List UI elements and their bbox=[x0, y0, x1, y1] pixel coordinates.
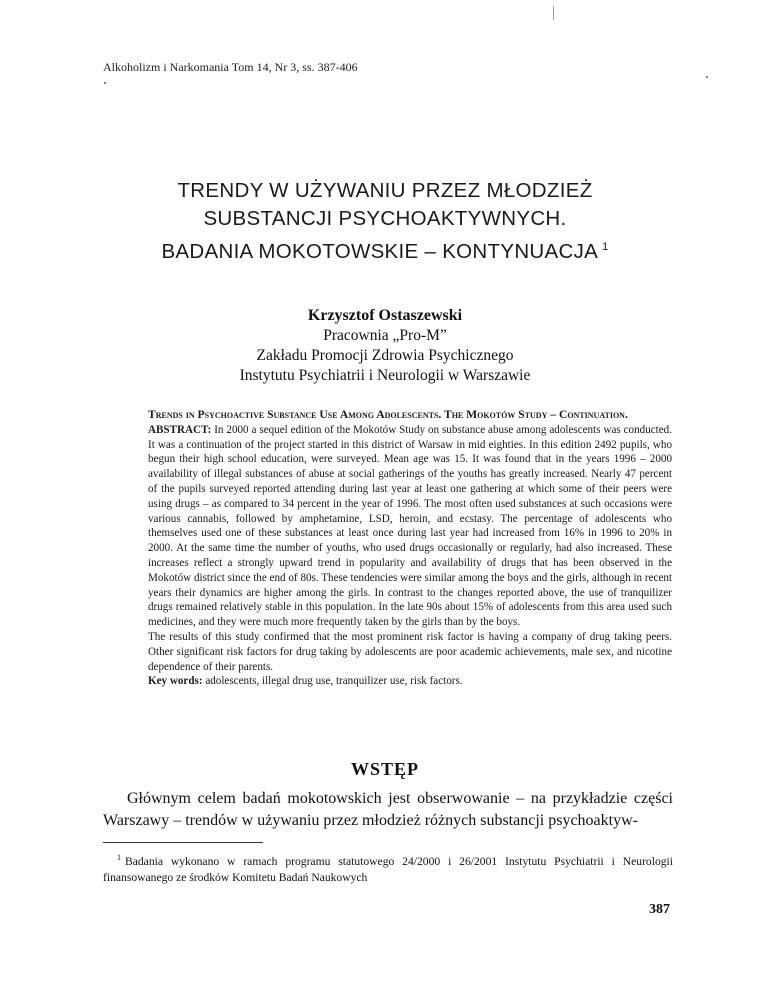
abstract-paragraph-1 bbox=[148, 423, 672, 630]
author-affiliation-1: Pracownia „Pro-M” bbox=[323, 327, 447, 344]
keywords-label: Key words: bbox=[148, 675, 203, 688]
title-line-1: TRENDY W UŻYWANIU PRZEZ MŁODZIEŻ bbox=[177, 179, 593, 202]
abstract-label: ABSTRACT: bbox=[148, 423, 212, 436]
footnote-rule bbox=[103, 842, 263, 843]
author-name: Krzysztof Ostaszewski bbox=[307, 307, 463, 324]
author-affiliation-2: Zakładu Promocji Zdrowia Psychicznego bbox=[256, 347, 514, 364]
title-footnote-mark: 1 bbox=[602, 241, 609, 253]
keywords-text: adolescents, illegal drug use, tranquilizer use, risk factors. bbox=[205, 675, 463, 688]
abstract-text: In 2000 a sequel edition of the Mokotów Study on substance abuse among adolescents was conducted. It was a continuation of the project started in this district of Warsaw in mid eighties. In this edition 2492 pupils, who begun their high school education, were surveyed. Mean age was 15. It was found that in the years 1996 – 2000 availability of illegal substances of abuse at social gatherings of the youths has greatly increased. Nearly 47 percent of the pupils surveyed reported attending during last year at least one gathering at which some of their peers were using drugs – as compared to 34 percent in the year of 1996. The most often used substances at such occasions were various cannabis, followed by amphetamine, LSD, heroin, and ecstasy. The percentage of adolescents who themselves used one of these substances at least once during last year had increased from 16% in 1996 to 20% in 2000. At the same time the number of youths, who used drugs occasionally or regularly, had also increased. These increases reflect a strongly upward trend in popularity and availability of drugs that has been observed in the Mokotów district since the end of 80s. These tendencies were similar among the boys and the girls, although in recent years their dynamics are higher among the girls. In contrast to the changes reported above, the use of tranquilizer drugs remained relatively stable in this population. In the late 90s about 15% of adolescents from this area used such medicines, and they were much more frequently taken by the girls than by the boys. bbox=[148, 423, 672, 629]
title-line-3-text: BADANIA MOKOTOWSKIE – KONTYNUACJA bbox=[161, 239, 599, 263]
abstract-paragraph-2: The results of this study confirmed that the most prominent risk factor is having a company of drug taking peers. Other significant risk factors for drug taking by adolescents are poor academic achievements, male sex, and nicotine dependence of their parents. bbox=[148, 630, 672, 673]
title-line-2: SUBSTANCJI PSYCHOAKTYWNYCH. bbox=[203, 207, 567, 230]
scan-speck bbox=[553, 6, 554, 20]
footnote bbox=[103, 850, 673, 886]
journal-header: Alkoholizm i Narkomania Tom 14, Nr 3, ss. 387-406 bbox=[103, 60, 358, 74]
keywords-line bbox=[148, 674, 672, 689]
page-number: 387 bbox=[649, 902, 670, 917]
intro-text bbox=[103, 788, 673, 832]
author-block bbox=[100, 306, 670, 386]
footnote-text: Badania wykonano w ramach programu statutowego 24/2000 i 26/2001 Instytutu Psychiatrii i Neurologii finansowanego ze środków Komitetu Badań Naukowych bbox=[103, 854, 673, 884]
intro-paragraph: Głównym celem badań mokotowskich jest obserwowanie – na przykładzie części Warszawy – trendów w używaniu przez młodzież różnych substancji psychoaktyw- bbox=[103, 790, 673, 829]
scan-speck bbox=[706, 76, 708, 78]
footnote-mark: 1 bbox=[117, 853, 121, 862]
article-title bbox=[120, 177, 650, 266]
section-heading: WSTĘP bbox=[350, 759, 420, 779]
author-affiliation-3: Instytutu Psychiatrii i Neurologii w Warszawie bbox=[239, 367, 531, 384]
scan-speck bbox=[104, 82, 106, 84]
abstract bbox=[148, 408, 672, 689]
abstract-english-title: Trends in Psychoactive Substance Use Among Adolescents. The Mokotów Study – Continuation. bbox=[148, 408, 628, 421]
title-line-3 bbox=[120, 233, 650, 266]
